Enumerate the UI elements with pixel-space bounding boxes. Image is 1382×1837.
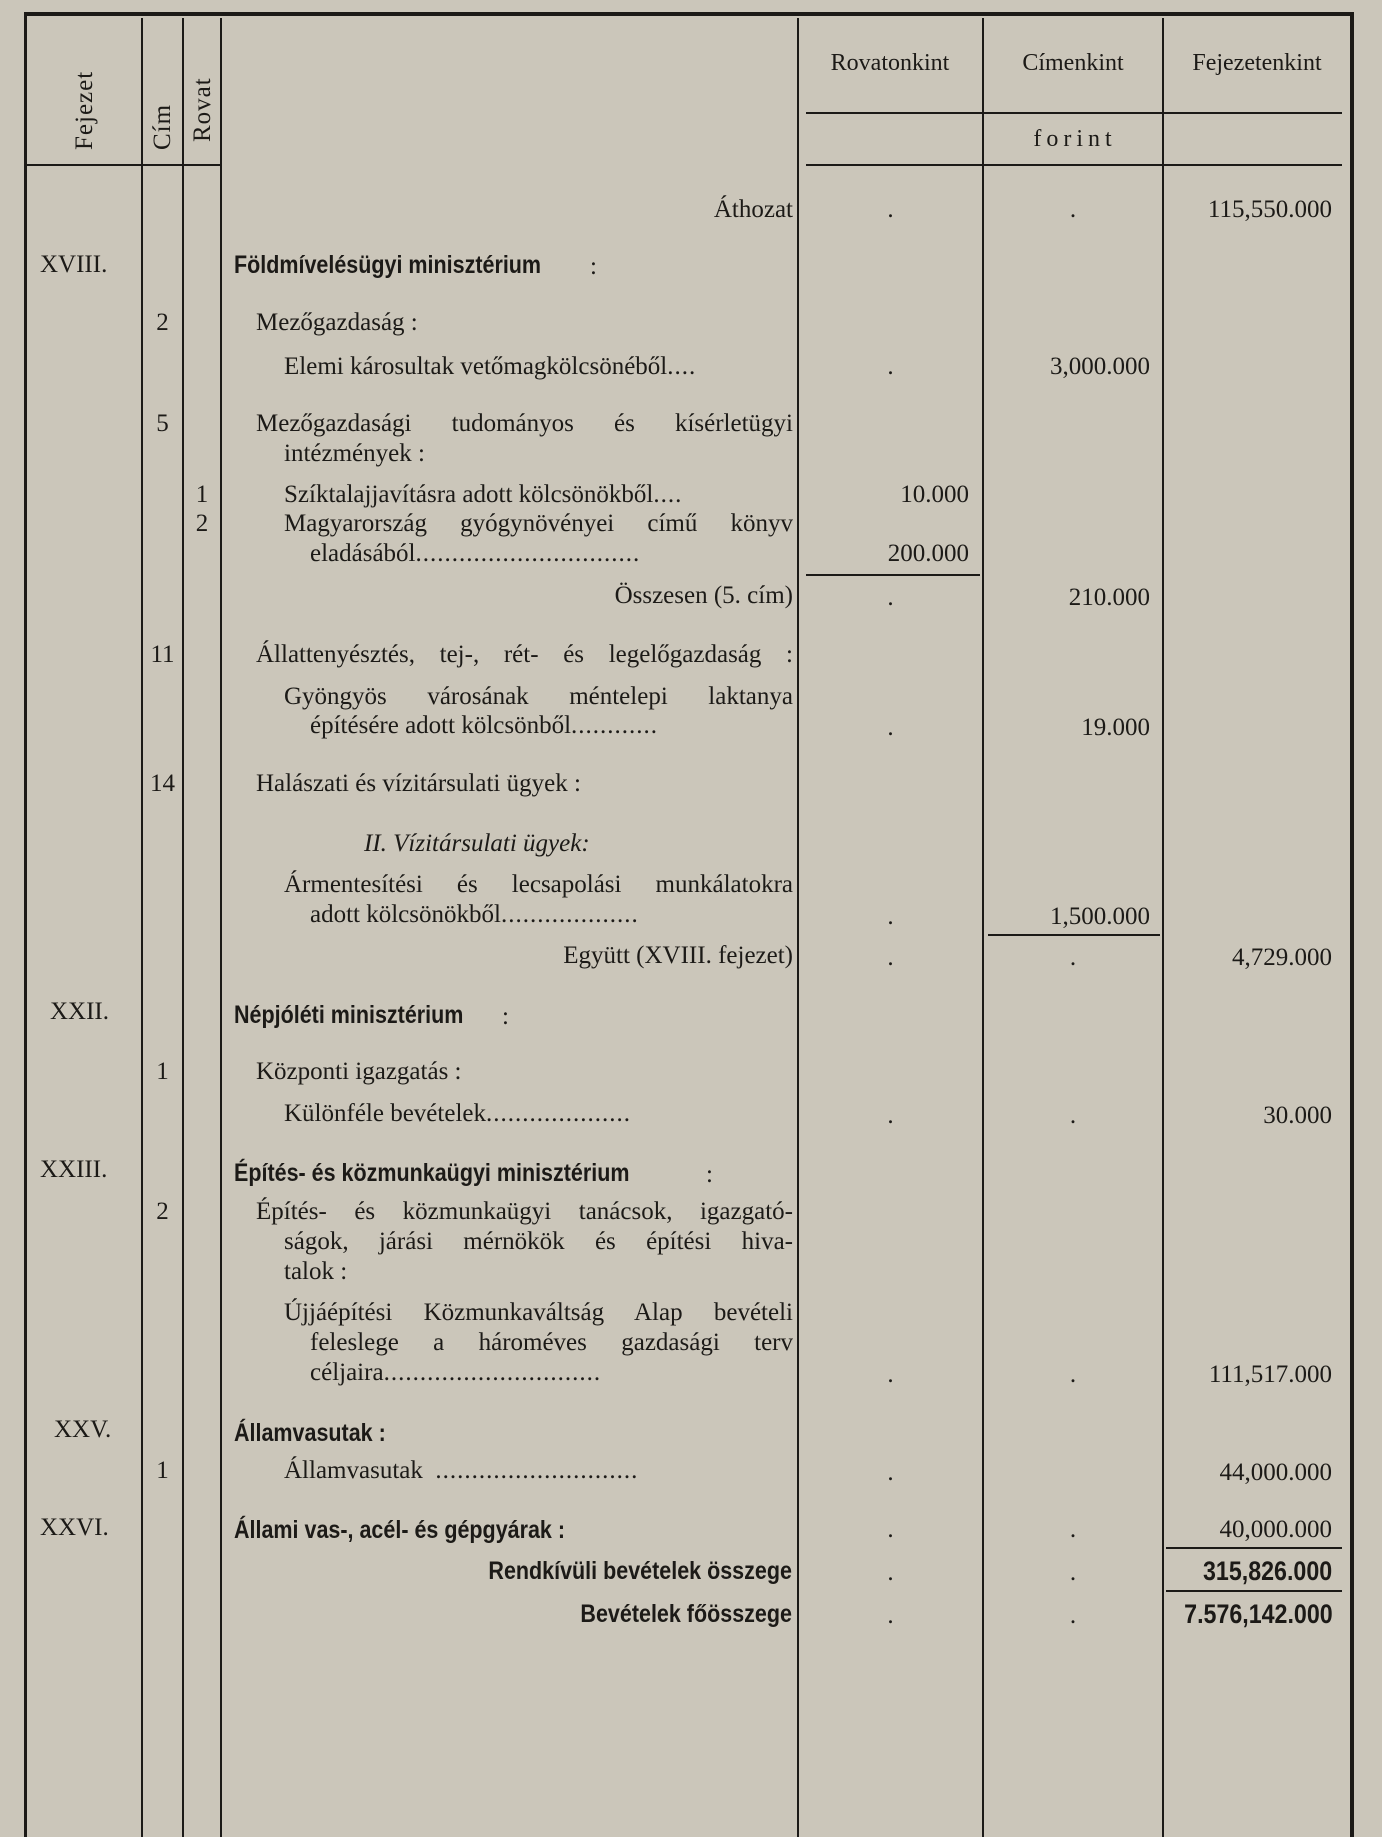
- ch23-item-fejezet: 111,517.000: [1208, 1361, 1332, 1388]
- rovat-1-label: Szíktalajjavításra adott kölcsönökből....: [284, 481, 683, 508]
- rendkivuli-cim: .: [1069, 1559, 1077, 1586]
- ch25-item-rovat: .: [887, 1459, 894, 1486]
- chapter-23-colon: :: [706, 1161, 713, 1188]
- chapter-22-num: XXII.: [50, 998, 110, 1025]
- chapter-23-title: Építés- és közmunkaügyi minisztérium: [234, 1159, 630, 1187]
- cim-14-item-rovat: .: [887, 903, 894, 930]
- cim-14-num: 14: [150, 770, 175, 797]
- rovat-2-label-l1: Magyarország gyógynövényei című könyv: [284, 510, 793, 537]
- rovat-2-value: 200.000: [887, 540, 969, 567]
- total-rule-1: [1166, 1547, 1342, 1549]
- ch23-item-rovat: .: [887, 1361, 894, 1388]
- ch22-item-fejezet: 30.000: [1263, 1102, 1332, 1129]
- athozat-label: Áthozat: [713, 196, 793, 223]
- right-border: [1350, 12, 1354, 1837]
- rendkivuli-label-box: Rendkívüli bevételek összege: [488, 1557, 792, 1585]
- rovat-1-num: 1: [195, 481, 209, 508]
- cim-11-item-cim: 19.000: [1081, 714, 1150, 741]
- total-rule-2: [1166, 1590, 1342, 1592]
- foosszeg-rovat: .: [887, 1602, 894, 1629]
- cim-2-num: 2: [156, 309, 169, 336]
- chapter-22-colon: :: [502, 1003, 509, 1030]
- cim-5-title-l1: Mezőgazdasági tudományos és kísérletügyi: [256, 410, 793, 437]
- cim-14-title: Halászati és vízitársulati ügyek :: [256, 770, 581, 797]
- ch22-item-cim: .: [1069, 1102, 1077, 1129]
- cim-11-item-l2: építésére adott kölcsönből............: [310, 712, 659, 739]
- ch22-item-rovat: .: [887, 1102, 894, 1129]
- cim-5-title-l2: intézmények :: [284, 440, 425, 467]
- ch23-cim-2-title-l1: Építés- és közmunkaügyi tanácsok, igazgató-: [256, 1198, 793, 1225]
- rendkivuli-rovat: .: [887, 1559, 894, 1586]
- cim-2-item-cim: 3,000.000: [1050, 353, 1150, 380]
- cim-2-item-label: Elemi károsultak vetőmagkölcsönéből....: [284, 353, 697, 380]
- cim-14-item-l1: Ármentesítési és lecsapolási munkálatokra: [284, 871, 793, 898]
- chapter-23-num: XXIII.: [40, 1156, 108, 1183]
- ch22-item-label: Különféle bevételek....................: [284, 1100, 631, 1127]
- fejezet-col-divider: [141, 18, 143, 1837]
- chapter-18-total-fejezet: 4,729.000: [1232, 944, 1332, 971]
- ch25-cim-1-num: 1: [156, 1457, 169, 1484]
- ch23-cim-2-title-l3: talok :: [284, 1258, 348, 1285]
- cim-2-item-rovat: .: [887, 353, 894, 380]
- chapter-26-num: XXVI.: [40, 1514, 109, 1541]
- cim-11-num: 11: [150, 641, 175, 668]
- rovat-col-divider: [220, 18, 222, 1837]
- cim-5-total-rovat: .: [887, 584, 894, 611]
- ch23-cim-2-num: 2: [156, 1198, 169, 1225]
- ch23-cim-2-title-l2: ságok, járási mérnökök és építési hiva-: [284, 1228, 793, 1255]
- chapter-26-title: Állami vas-, acél- és gépgyárak :: [234, 1516, 566, 1544]
- chapter-18-num: XVIII.: [40, 251, 108, 278]
- chapter-25-title: Államvasutak :: [234, 1419, 386, 1447]
- cim-2-title: Mezőgazdaság :: [256, 309, 418, 336]
- cim-14-subtitle: II. Vízitársulati ügyek:: [364, 830, 590, 857]
- subtotal-rule-18: [988, 934, 1160, 936]
- foosszeg-label-box: Bevételek főösszege: [580, 1600, 792, 1628]
- ch23-item-l1: Újjáépítési Közmunkaváltság Alap bevételi: [284, 1299, 793, 1326]
- chapter-26-fejezet: 40,000.000: [1219, 1516, 1332, 1543]
- header-fejezet: Fejezet: [71, 70, 98, 150]
- subtotal-rule-5: [806, 574, 980, 576]
- top-border: [24, 12, 1354, 16]
- rovat-1-value: 10.000: [900, 481, 969, 508]
- chapter-18-title: Földmívelésügyi minisztérium: [234, 251, 542, 279]
- chapter-25-num: XXV.: [54, 1416, 112, 1443]
- header-unit: forint: [1033, 126, 1117, 152]
- ch22-cim-1-num: 1: [156, 1058, 169, 1085]
- foosszeg-fejezet-box: 7.576,142.000: [1184, 1599, 1333, 1629]
- header-cimenkint: Címenkint: [1022, 50, 1124, 76]
- cim-11-title: Állattenyésztés, tej-, rét- és legelőgazdaság :: [256, 641, 793, 668]
- cim-14-item-cim: 1,500.000: [1050, 903, 1150, 930]
- chapter-22-title: Népjóléti minisztérium: [234, 1001, 464, 1029]
- rovat-2-label-l2: eladásából...............................: [310, 540, 641, 567]
- ch23-item-l2: feleslege a hároméves gazdasági terv: [310, 1329, 793, 1356]
- header-bottom-left: [24, 164, 222, 166]
- rovat-2-num: 2: [195, 510, 209, 537]
- cim-5-total-cim: 210.000: [1068, 584, 1150, 611]
- cim-5-num: 5: [156, 410, 169, 437]
- chapter-18-total-label: Együtt (XVIII. fejezet): [563, 942, 793, 969]
- header-rovat: Rovat: [189, 77, 216, 142]
- chapter-26-cim: .: [1069, 1516, 1077, 1543]
- ch23-item-l3: céljaira..............................: [310, 1359, 602, 1386]
- athozat-cim: .: [1069, 196, 1077, 223]
- header-cim: Cím: [149, 103, 176, 150]
- left-border: [24, 12, 27, 1837]
- athozat-rovat: .: [887, 196, 894, 223]
- cim-11-item-l1: Gyöngyös városának méntelepi laktanya: [284, 683, 793, 710]
- chapter-26-rovat: .: [887, 1516, 894, 1543]
- ch25-item-fejezet: 44,000.000: [1219, 1459, 1332, 1486]
- cim-11-item-rovat: .: [887, 714, 894, 741]
- chapter-18-colon: :: [590, 253, 597, 280]
- cim-14-item-l2: adott kölcsönökből...................: [310, 901, 639, 928]
- header-fejezetenkint: Fejezetenkint: [1192, 50, 1322, 76]
- foosszeg-cim: .: [1069, 1602, 1077, 1629]
- rendkivuli-fejezet-box: 315,826.000: [1202, 1556, 1332, 1586]
- ch23-item-cim: .: [1069, 1361, 1077, 1388]
- cim-5-total-label: Összesen (5. cím): [614, 582, 793, 609]
- athozat-fejezet: 115,550.000: [1207, 196, 1332, 223]
- chapter-18-total-cim: .: [1069, 944, 1077, 971]
- chapter-18-total-rovat: .: [887, 944, 894, 971]
- cim-col-divider: [182, 18, 184, 1837]
- header-rovatonkint: Rovatonkint: [830, 50, 950, 76]
- ch22-cim-1-title: Központi igazgatás :: [256, 1058, 462, 1085]
- header-bottom-right: [806, 164, 1342, 166]
- header-unit-line: [806, 112, 1342, 114]
- ch25-item-label: Államvasutak ............................: [284, 1457, 639, 1484]
